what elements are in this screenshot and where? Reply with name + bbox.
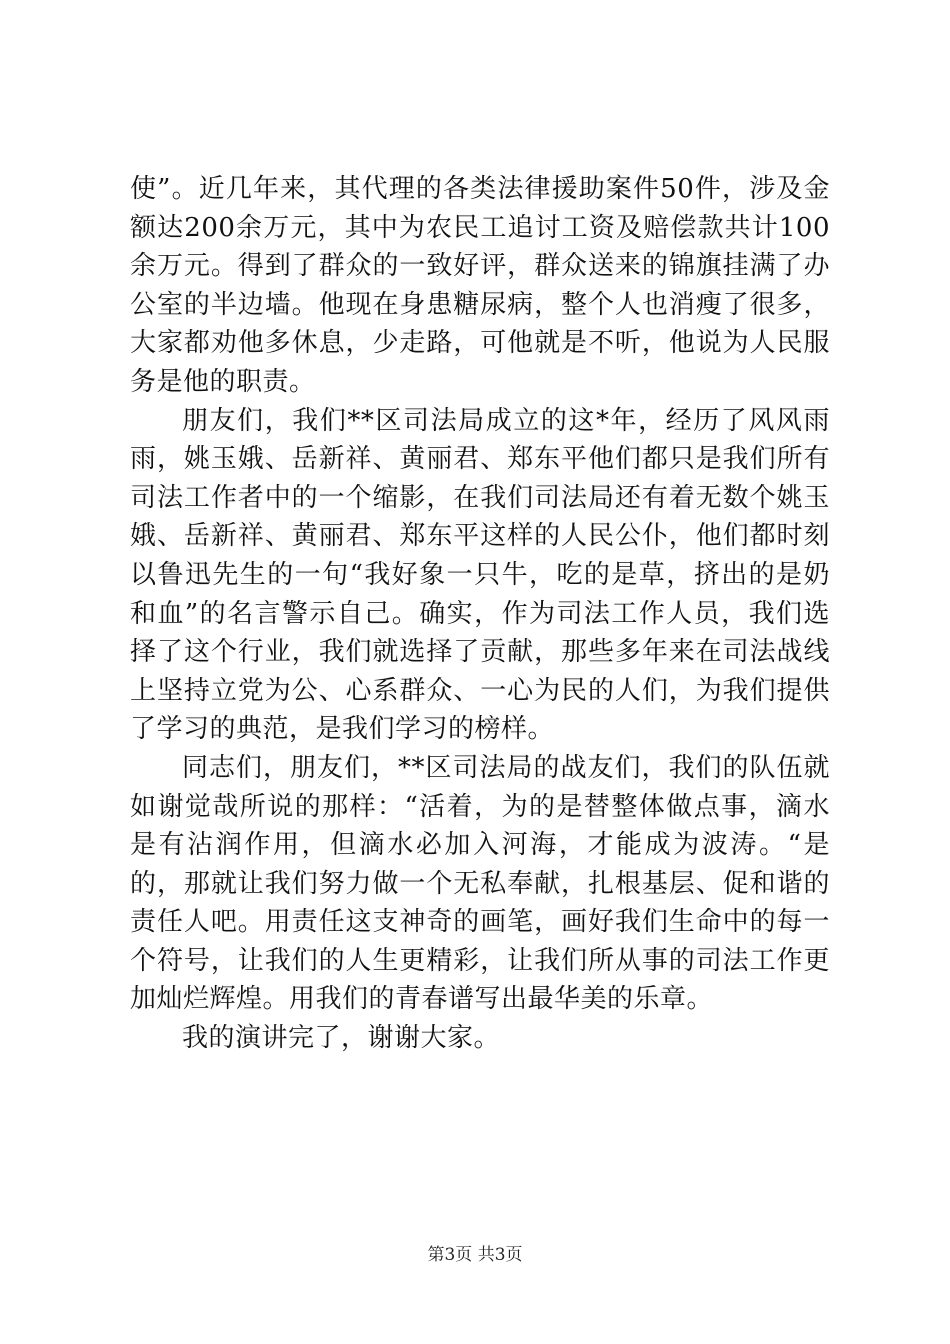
paragraph-comrades: 同志们，朋友们，**区司法局的战友们，我们的队伍就如谢觉哉所说的那样：“活着，为的是替整体做点事，滴水是有沾润作用，但滴水必加入河海，才能成为波涛。“是的，那就让我们努力做一个无私奉献，扎根基层、促和谐的责任人吧。用责任这支神奇的画笔，画好我们生命中的每一个符号，让我们的人生更精彩，让我们所从事的司法工作更加灿烂辉煌。用我们的青春谱写出最华美的乐章。 [130,752,830,1015]
page-footer: 第3页 共3页 [427,1245,523,1265]
paragraph-continuation: 使”。近几年来，其代理的各类法律援助案件50件，涉及金额达200余万元，其中为农民工追讨工资及赔偿款共计100余万元。得到了群众的一致好评，群众送来的锦旗挂满了办公室的半边墙。他现在身患糖尿病，整个人也消瘦了很多，大家都劝他多休息，少走路，可他就是不听，他说为人民服务是他的职责。 [130,174,830,397]
document-body [130,170,830,1058]
paragraph-closing: 我的演讲完了，谢谢大家。 [182,1023,501,1054]
paragraph-friends: 朋友们，我们**区司法局成立的这*年，经历了风风雨雨，姚玉娥、岳新祥、黄丽君、郑东平他们都只是我们所有司法工作者中的一个缩影，在我们司法局还有着无数个姚玉娥、岳新祥、黄丽君、郑东平这样的人民公仆，他们都时刻以鲁迅先生的一句“我好象一只牛，吃的是草，挤出的是奶和血”的名言警示自己。确实，作为司法工作人员，我们选择了这个行业，我们就选择了贡献，那些多年来在司法战线上坚持立党为公、心系群众、一心为民的人们，为我们提供了学习的典范，是我们学习的榜样。 [130,405,830,745]
